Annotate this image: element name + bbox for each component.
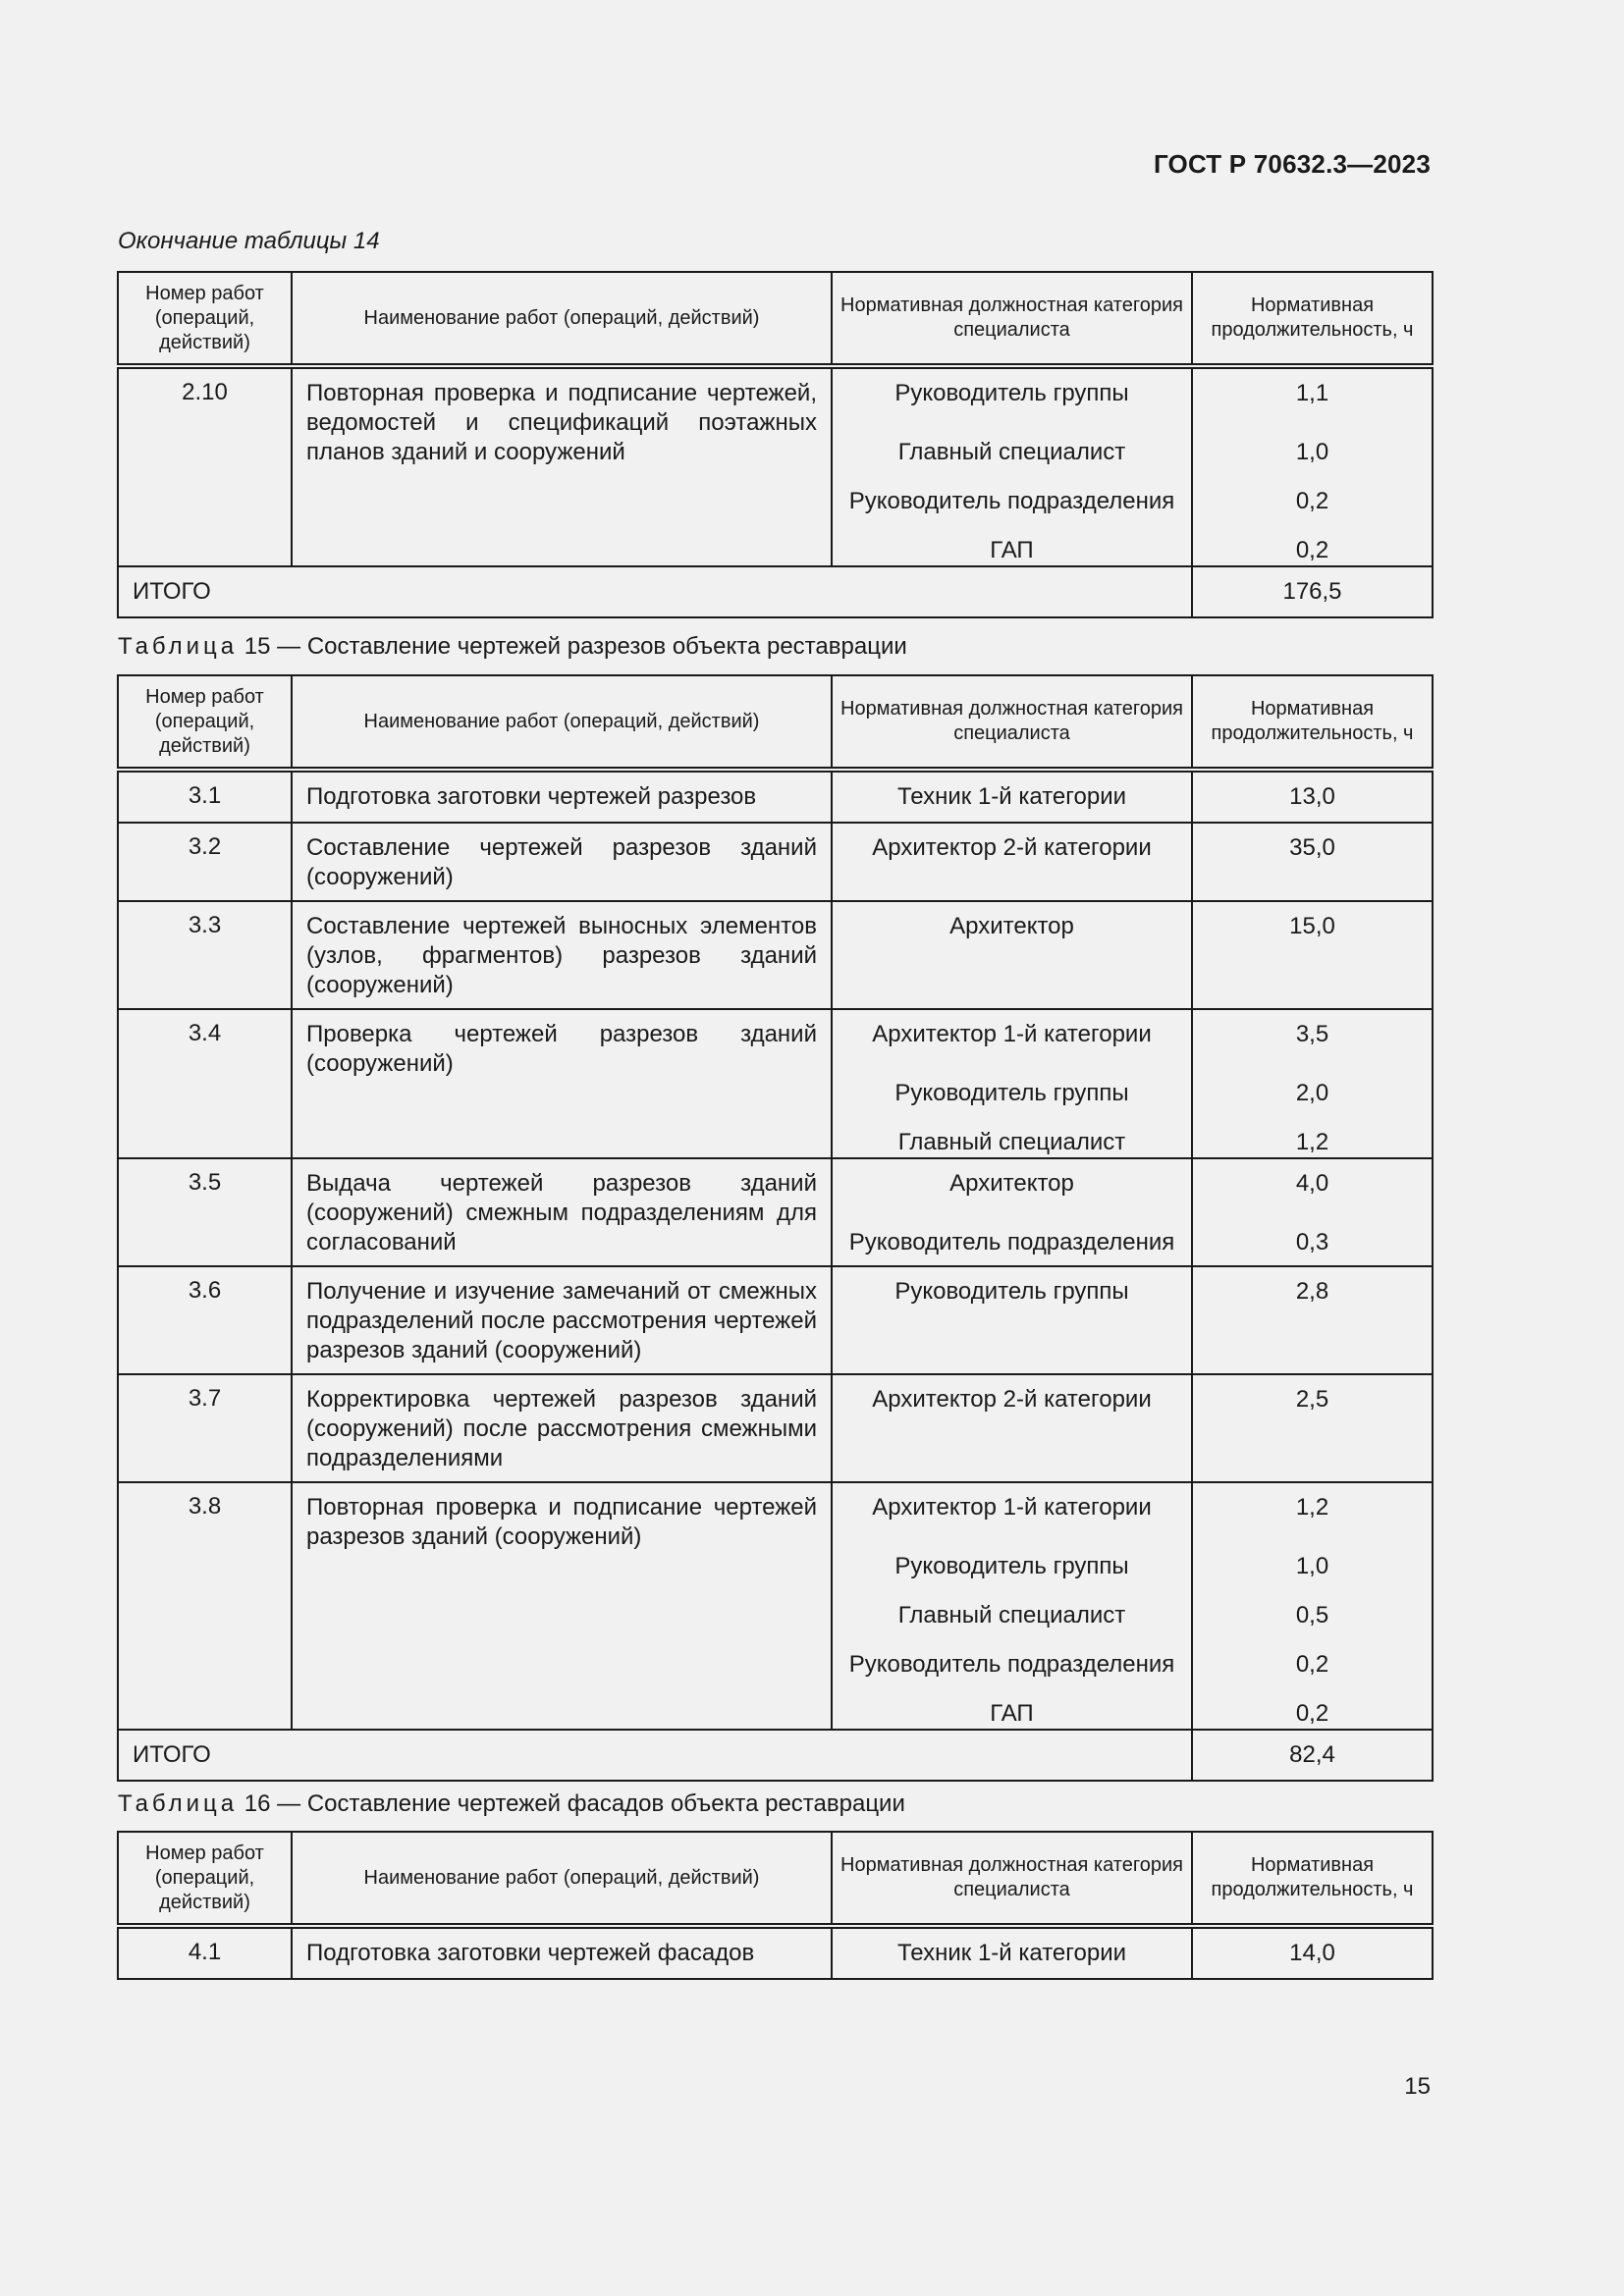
duration-value: 1,2 <box>1295 1494 1329 1521</box>
table-row <box>118 823 1433 901</box>
header-work-name: Наименование работ (операций, действий) <box>292 272 832 366</box>
duration-value: 3,5 <box>1295 1021 1329 1047</box>
duration-value: 15,0 <box>1289 913 1335 939</box>
specialist-category: Главный специалист <box>897 1602 1126 1629</box>
specialist-cell <box>832 1482 1192 1730</box>
work-number: 3.8 <box>118 1482 292 1730</box>
header-work-name: Наименование работ (операций, действий) <box>292 1832 832 1926</box>
duration-cell <box>1192 1374 1433 1482</box>
specialist-category: Архитектор 2-й категории <box>872 834 1152 861</box>
total-row <box>118 566 1433 617</box>
duration-value: 0,2 <box>1295 537 1329 563</box>
duration-value: 0,5 <box>1295 1602 1329 1629</box>
duration-value: 1,0 <box>1295 1553 1329 1579</box>
work-number: 3.2 <box>118 823 292 901</box>
total-label: ИТОГО <box>118 1730 1192 1781</box>
header-work-number: Номер работ (операций, действий) <box>118 675 292 770</box>
work-number: 3.3 <box>118 901 292 1009</box>
specialist-cell <box>832 1374 1192 1482</box>
total-value: 82,4 <box>1192 1730 1433 1781</box>
work-name: Повторная проверка и подписание чертежей, ведомостей и спецификаций поэтажных планов зданий и сооружений <box>292 366 832 566</box>
page-number: 15 <box>1404 2073 1431 2100</box>
specialist-cell <box>832 1009 1192 1158</box>
duration-value: 14,0 <box>1289 1940 1335 1966</box>
duration-cell <box>1192 1158 1433 1266</box>
table14 <box>117 271 1434 618</box>
table16 <box>117 1831 1434 1980</box>
table-row <box>118 901 1433 1009</box>
specialist-category: Техник 1-й категории <box>896 1940 1127 1966</box>
specialist-category: ГАП <box>990 537 1034 563</box>
specialist-category: Архитектор <box>949 1170 1074 1197</box>
document-code: ГОСТ Р 70632.3—2023 <box>1153 149 1431 179</box>
table-row <box>118 1374 1433 1482</box>
work-number: 3.6 <box>118 1266 292 1374</box>
duration-cell <box>1192 366 1433 566</box>
work-name: Корректировка чертежей разрезов зданий (сооружений) после рассмотрения смежными подразделениями <box>292 1374 832 1482</box>
work-number: 4.1 <box>118 1926 292 1979</box>
specialist-category: ГАП <box>990 1700 1034 1727</box>
duration-cell <box>1192 1009 1433 1158</box>
table-row <box>118 1482 1433 1730</box>
table-row <box>118 770 1433 823</box>
table16-caption <box>118 1790 905 1818</box>
duration-value: 2,5 <box>1295 1386 1329 1413</box>
work-name: Выдача чертежей разрезов зданий (сооружений) смежным подразделениям для согласований <box>292 1158 832 1266</box>
total-value: 176,5 <box>1192 566 1433 617</box>
duration-value: 1,1 <box>1295 380 1329 406</box>
header-row <box>118 272 1433 366</box>
duration-cell <box>1192 901 1433 1009</box>
specialist-category: Главный специалист <box>897 439 1126 465</box>
specialist-cell <box>832 901 1192 1009</box>
total-row <box>118 1730 1433 1781</box>
specialist-category: Руководитель группы <box>894 1080 1129 1106</box>
table15-caption-text: 15 — Составление чертежей разрезов объекта реставрации <box>244 633 907 660</box>
work-name: Составление чертежей выносных элементов (узлов, фрагментов) разрезов зданий (сооружений) <box>292 901 832 1009</box>
duration-value: 1,0 <box>1295 439 1329 465</box>
specialist-category: Руководитель подразделения <box>848 488 1175 514</box>
duration-value: 35,0 <box>1289 834 1335 861</box>
specialist-cell <box>832 823 1192 901</box>
duration-cell <box>1192 823 1433 901</box>
work-name: Составление чертежей разрезов зданий (сооружений) <box>292 823 832 901</box>
header-duration: Нормативная продолжительность, ч <box>1192 1832 1433 1926</box>
header-duration: Нормативная продолжительность, ч <box>1192 272 1433 366</box>
duration-cell <box>1192 1926 1433 1979</box>
specialist-cell <box>832 1266 1192 1374</box>
table-row <box>118 1158 1433 1266</box>
specialist-category: Архитектор 2-й категории <box>872 1386 1152 1413</box>
header-work-number: Номер работ (операций, действий) <box>118 272 292 366</box>
specialist-category: Руководитель группы <box>894 1553 1129 1579</box>
header-specialist-category: Нормативная должностная категория специалиста <box>832 675 1192 770</box>
total-label: ИТОГО <box>118 566 1192 617</box>
duration-value: 0,3 <box>1295 1229 1329 1255</box>
table-row <box>118 1266 1433 1374</box>
table15-caption <box>118 633 907 661</box>
table16-caption-text: 16 — Составление чертежей фасадов объекта реставрации <box>244 1790 905 1817</box>
table-row <box>118 1009 1433 1158</box>
table16-caption-word: Таблица <box>118 1790 239 1817</box>
specialist-category: Руководитель подразделения <box>848 1229 1175 1255</box>
header-work-name: Наименование работ (операций, действий) <box>292 675 832 770</box>
specialist-category: Руководитель подразделения <box>848 1651 1175 1678</box>
table15 <box>117 674 1434 1782</box>
duration-value: 0,2 <box>1295 1700 1329 1727</box>
table14-caption: Окончание таблицы 14 <box>118 228 380 254</box>
specialist-cell <box>832 366 1192 566</box>
specialist-cell <box>832 770 1192 823</box>
header-work-number: Номер работ (операций, действий) <box>118 1832 292 1926</box>
header-specialist-category: Нормативная должностная категория специалиста <box>832 1832 1192 1926</box>
duration-value: 0,2 <box>1295 488 1329 514</box>
work-name: Получение и изучение замечаний от смежных подразделений после рассмотрения чертежей разрезов зданий (сооружений) <box>292 1266 832 1374</box>
duration-cell <box>1192 1482 1433 1730</box>
work-number: 3.7 <box>118 1374 292 1482</box>
work-name: Повторная проверка и подписание чертежей разрезов зданий (сооружений) <box>292 1482 832 1730</box>
duration-value: 4,0 <box>1295 1170 1329 1197</box>
specialist-category: Главный специалист <box>897 1129 1126 1155</box>
specialist-category: Руководитель группы <box>894 380 1129 406</box>
work-name: Подготовка заготовки чертежей фасадов <box>292 1926 832 1979</box>
table-row <box>118 366 1433 566</box>
work-number: 3.5 <box>118 1158 292 1266</box>
header-duration: Нормативная продолжительность, ч <box>1192 675 1433 770</box>
work-number: 3.1 <box>118 770 292 823</box>
duration-value: 2,8 <box>1295 1278 1329 1305</box>
specialist-category: Техник 1-й категории <box>896 783 1127 810</box>
duration-value: 0,2 <box>1295 1651 1329 1678</box>
duration-cell <box>1192 770 1433 823</box>
duration-value: 13,0 <box>1289 783 1335 810</box>
table15-caption-word: Таблица <box>118 633 239 660</box>
duration-value: 1,2 <box>1295 1129 1329 1155</box>
header-specialist-category: Нормативная должностная категория специалиста <box>832 272 1192 366</box>
work-name: Проверка чертежей разрезов зданий (сооружений) <box>292 1009 832 1158</box>
table-row <box>118 1926 1433 1979</box>
specialist-category: Архитектор 1-й категории <box>872 1494 1152 1521</box>
work-number: 3.4 <box>118 1009 292 1158</box>
specialist-category: Руководитель группы <box>894 1278 1129 1305</box>
specialist-cell <box>832 1926 1192 1979</box>
duration-cell <box>1192 1266 1433 1374</box>
work-number: 2.10 <box>118 366 292 566</box>
duration-value: 2,0 <box>1295 1080 1329 1106</box>
specialist-category: Архитектор <box>949 913 1074 939</box>
header-row <box>118 1832 1433 1926</box>
work-name: Подготовка заготовки чертежей разрезов <box>292 770 832 823</box>
header-row <box>118 675 1433 770</box>
specialist-cell <box>832 1158 1192 1266</box>
specialist-category: Архитектор 1-й категории <box>872 1021 1152 1047</box>
